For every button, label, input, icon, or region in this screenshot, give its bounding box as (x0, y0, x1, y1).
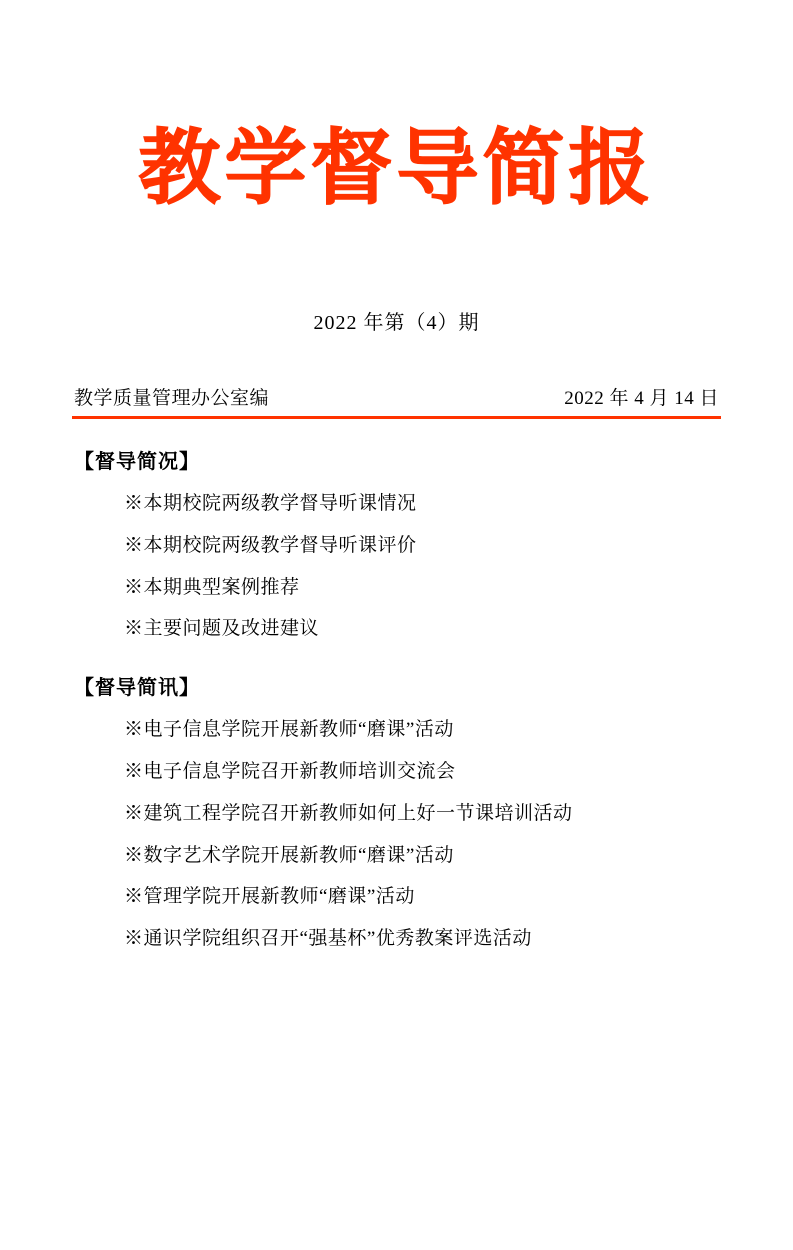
publish-date: 2022 年 4 月 14 日 (564, 388, 719, 409)
list-item: ※本期校院两级教学督导听课评价 (124, 534, 417, 556)
section-overview (72, 445, 721, 641)
list-item: ※电子信息学院召开新教师培训交流会 (124, 760, 456, 782)
list-item: ※本期校院两级教学督导听课情况 (124, 493, 417, 514)
section-news (72, 671, 721, 951)
list-item: ※数字艺术学院开展新教师“磨课”活动 (124, 844, 454, 866)
list-item: ※建筑工程学院召开新教师如何上好一节课培训活动 (124, 802, 573, 824)
list-item: ※本期典型案例推荐 (124, 576, 300, 598)
section-item-list (72, 493, 721, 641)
issue-number: 2022 年第（4）期 (313, 312, 480, 334)
list-item: ※主要问题及改进建议 (124, 618, 320, 640)
section-title: 【督导简讯】 (74, 677, 200, 700)
document-meta-row (72, 383, 721, 419)
section-title: 【督导简况】 (74, 451, 200, 473)
list-item: ※管理学院开展新教师“磨课”活动 (124, 886, 415, 908)
list-item: ※电子信息学院开展新教师“磨课”活动 (124, 719, 454, 741)
document-page (0, 121, 793, 1250)
section-item-list (72, 719, 721, 951)
list-item: ※通识学院组织召开“强基杯”优秀教案评选活动 (124, 928, 532, 950)
masthead-title: 教学督导简报 (138, 121, 655, 216)
editor-label: 教学质量管理办公室编 (74, 388, 270, 409)
